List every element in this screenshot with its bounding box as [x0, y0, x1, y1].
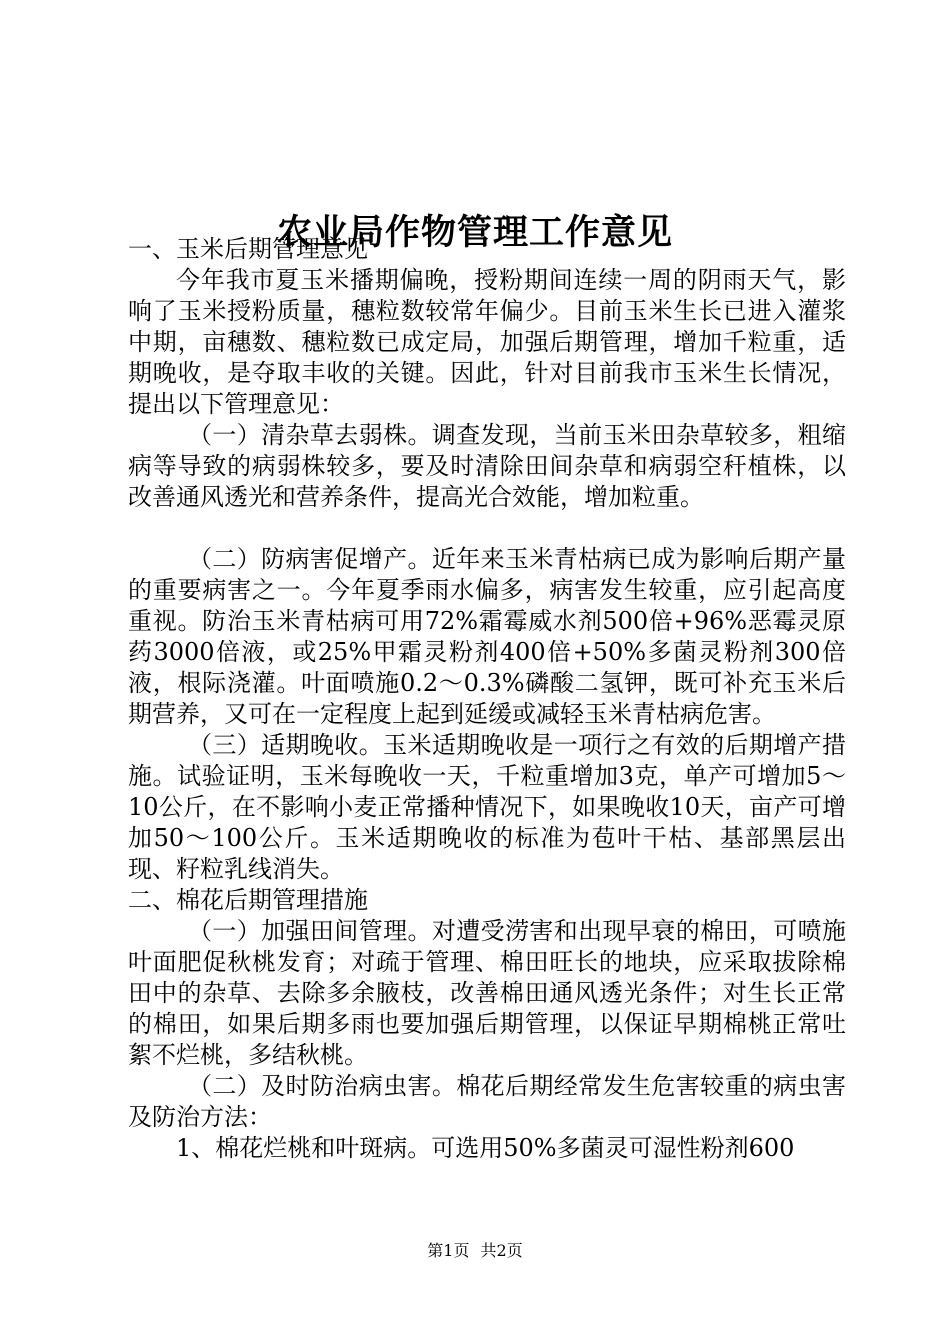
paragraph-cotton-pests: （二）及时防治病虫害。棉花后期经常发生危害较重的病虫害及防治方法：: [128, 1072, 846, 1131]
page-number: 第1页: [427, 1241, 470, 1260]
page-total: 共2页: [480, 1241, 523, 1260]
paragraph-corn-intro: 今年我市夏玉米播期偏晚，授粉期间连续一周的阴雨天气，影响了玉米授粉质量，穗粒数较常年偏少。目前玉米生长已进入灌浆中期，亩穗数、穗粒数已成定局，加强后期管理，增加千粒重，适期晚收，是夺取丰收的关键。因此，针对目前我市玉米生长情况，提出以下管理意见：: [128, 266, 846, 418]
paragraph-corn-disease: （二）防病害促增产。近年来玉米青枯病已成为影响后期产量的重要病害之一。今年夏季雨水偏多，病害发生较重，应引起高度重视。防治玉米青枯病可用72%霜霉威水剂500倍+96%恶霉灵原药3000倍液，或25%甲霜灵粉剂400倍+50%多菌灵粉剂300倍液，根际浇灌。叶面喷施0.2～0.3%磷酸二氢钾，既可补充玉米后期营养，又可在一定程度上起到延缓或减轻玉米青枯病危害。: [128, 545, 846, 728]
paragraph-cotton-rot: 1、棉花烂桃和叶斑病。可选用50%多菌灵可湿性粉剂600: [176, 1134, 795, 1162]
paragraph-corn-weeds: （一）清杂草去弱株。调查发现，当前玉米田杂草较多，粗缩病等导致的病弱株较多，要及时清除田间杂草和病弱空秆植株，以改善通风透光和营养条件，提高光合效能，增加粒重。: [128, 421, 846, 511]
paragraph-corn-harvest: （三）适期晚收。玉米适期晚收是一项行之有效的后期增产措施。试验证明，玉米每晚收一天，千粒重增加3克，单产可增加5～10公斤，在不影响小麦正常播种情况下，如果晚收10天，亩产可增加50～100公斤。玉米适期晚收的标准为苞叶干枯、基部黑层出现、籽粒乳线消失。: [128, 731, 846, 883]
paragraph-cotton-field: （一）加强田间管理。对遭受涝害和出现早衰的棉田，可喷施叶面肥促秋桃发育；对疏于管理、棉田旺长的地块，应采取拔除棉田中的杂草、去除多余腋枝，改善棉田通风透光条件；对生长正常的棉田，如果后期多雨也要加强后期管理，以保证早期棉桃正常吐絮不烂桃，多结秋桃。: [128, 917, 846, 1069]
section-heading-cotton: 二、棉花后期管理措施: [128, 886, 368, 914]
document-title: 农业局作物管理工作意见: [276, 212, 673, 254]
page-footer: [0, 1240, 950, 1262]
document-body: [128, 234, 846, 1164]
section-heading-corn: 一、玉米后期管理意见: [128, 235, 368, 263]
